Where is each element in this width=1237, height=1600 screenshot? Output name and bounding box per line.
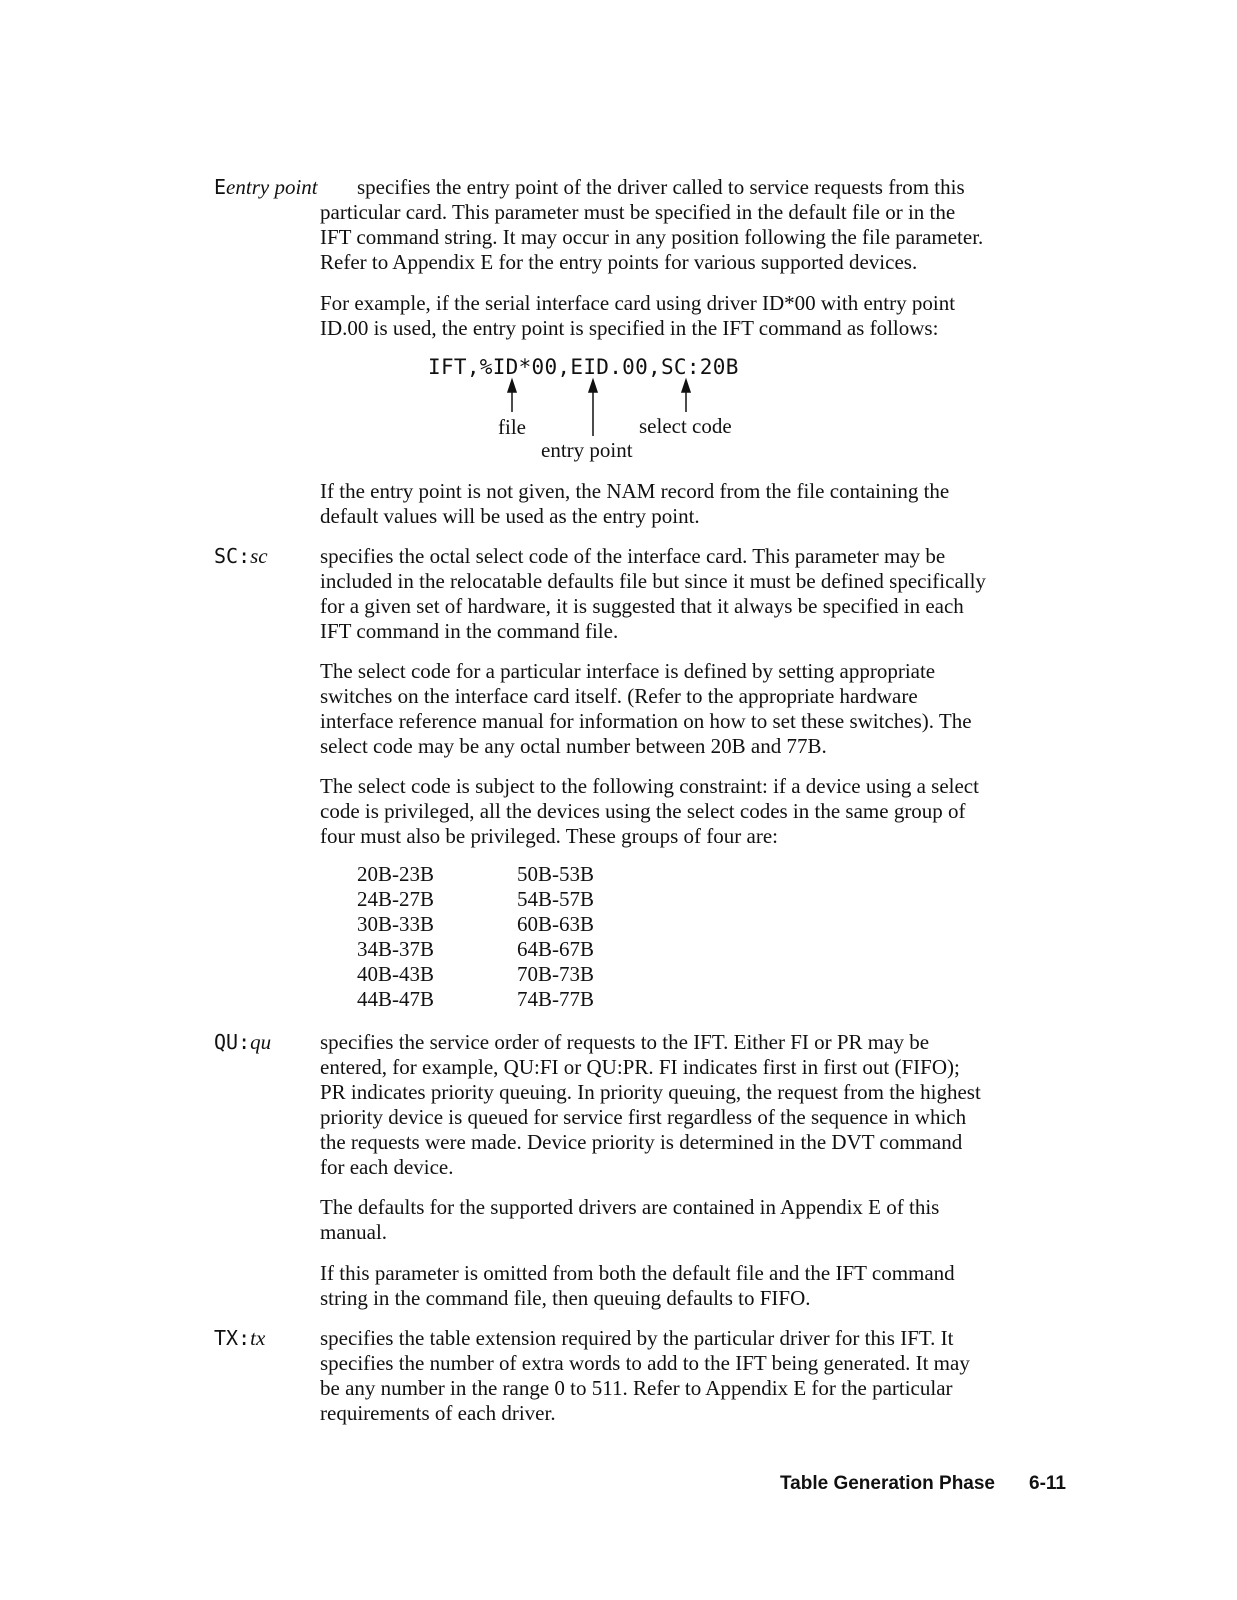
page-footer [700,1473,1066,1495]
qu-p1-line-5: the requests were made. Device priority is determined in the DVT command [320,1130,963,1154]
sc-p1-line-4: IFT command in the command file. [320,619,619,643]
group-row [357,937,594,962]
qu-p3-line-1: If this parameter is omitted from both the default file and the IFT command [320,1261,955,1285]
tx-p1-line-3: be any number in the range 0 to 511. Refer to Appendix E for the particular [320,1376,953,1400]
qu-p1-line-6: for each device. [320,1155,454,1179]
tx-p1-line-2: specifies the number of extra words to add to the IFT being generated. It may [320,1351,970,1375]
select-code-arrowhead [682,380,690,392]
group-cell: 74B-77B [517,987,595,1011]
term-tx [214,1326,265,1351]
term-tx-italic: tx [250,1326,266,1350]
group-row [357,887,594,912]
group-cell: 44B-47B [357,987,435,1011]
label-select-code: select code [639,414,732,438]
group-row [357,912,594,937]
group-cell: 70B-73B [517,962,595,986]
qu-p1-line-2: entered, for example, QU:FI or QU:PR. FI indicates first in first out (FIFO); [320,1055,960,1079]
sc-p3-line-3: four must also be privileged. These groups of four are: [320,824,778,848]
term-sc [214,544,268,569]
sc-p3-line-2: code is privileged, all the devices using the select codes in the same group of [320,799,966,823]
tx-p1-line-1: specifies the table extension required by the particular driver for this IFT. It [320,1326,954,1350]
group-cell: 60B-63B [517,912,595,936]
entry-line-1: specifies the entry point of the driver called to service requests from this [357,175,965,199]
select-code-groups [357,862,594,1012]
qu-p1-line-4: priority device is queued for service first regardless of the sequence in which [320,1105,967,1129]
qu-p3-line-2: string in the command file, then queuing defaults to FIFO. [320,1286,811,1310]
term-qu-italic: qu [250,1030,272,1054]
label-entry-point: entry point [541,438,633,462]
group-cell: 30B-33B [357,912,435,936]
group-row [357,862,594,887]
ift-command-example: IFT,%ID*00,EID.00,SC:20B [428,355,739,379]
file-arrowhead [508,380,516,392]
example-line-2: ID.00 is used, the entry point is specified in the IFT command as follows: [320,316,939,340]
group-cell: 20B-23B [357,862,435,886]
page-number: 6-11 [1029,1473,1066,1494]
sc-p2-line-1: The select code for a particular interface is defined by setting appropriate [320,659,936,683]
term-italic: entry point [226,175,318,199]
group-row [357,987,594,1012]
footer-section-title: Table Generation Phase [779,1473,996,1494]
entry-note-line-1: If the entry point is not given, the NAM record from the file containing the [320,479,950,503]
group-cell: 54B-57B [517,887,595,911]
sc-p2-line-4: select code may be any octal number between 20B and 77B. [320,734,827,758]
entry-line-3: IFT command string. It may occur in any position following the file parameter. [320,225,984,249]
term-tx-mono: TX: [214,1326,251,1350]
label-file: file [498,415,526,439]
group-cell: 40B-43B [357,962,435,986]
group-cell: 24B-27B [357,887,435,911]
group-row [357,962,594,987]
term-letter: E [214,175,227,199]
sc-p1-line-2: included in the relocatable defaults file but since it must be defined specifically [320,569,986,593]
term-qu [214,1030,271,1055]
qu-p1-line-1: specifies the service order of requests to the IFT. Either FI or PR may be [320,1030,930,1054]
term-entry-point [214,175,318,200]
sc-p2-line-2: switches on the interface card itself. (Refer to the appropriate hardware [320,684,918,708]
sc-p1-line-3: for a given set of hardware, it is suggested that it always be specified in each [320,594,964,618]
group-cell: 50B-53B [517,862,595,886]
qu-p2-line-1: The defaults for the supported drivers are contained in Appendix E of this [320,1195,940,1219]
qu-p2-line-2: manual. [320,1220,388,1244]
sc-p1-line-1: specifies the octal select code of the interface card. This parameter may be [320,544,946,568]
tx-p1-line-4: requirements of each driver. [320,1401,556,1425]
term-sc-mono: SC: [214,544,251,568]
term-qu-mono: QU: [214,1030,251,1054]
entry-point-arrowhead [589,380,597,392]
sc-p3-line-1: The select code is subject to the following constraint: if a device using a select [320,774,979,798]
entry-line-4: Refer to Appendix E for the entry points for various supported devices. [320,250,918,274]
sc-p2-line-3: interface reference manual for information on how to set these switches). The [320,709,972,733]
term-sc-italic: sc [250,544,268,568]
group-cell: 34B-37B [357,937,435,961]
entry-note-line-2: default values will be used as the entry point. [320,504,700,528]
group-cell: 64B-67B [517,937,595,961]
entry-line-2: particular card. This parameter must be specified in the default file or in the [320,200,956,224]
qu-p1-line-3: PR indicates priority queuing. In priority queuing, the request from the highest [320,1080,981,1104]
example-line-1: For example, if the serial interface card using driver ID*00 with entry point [320,291,956,315]
